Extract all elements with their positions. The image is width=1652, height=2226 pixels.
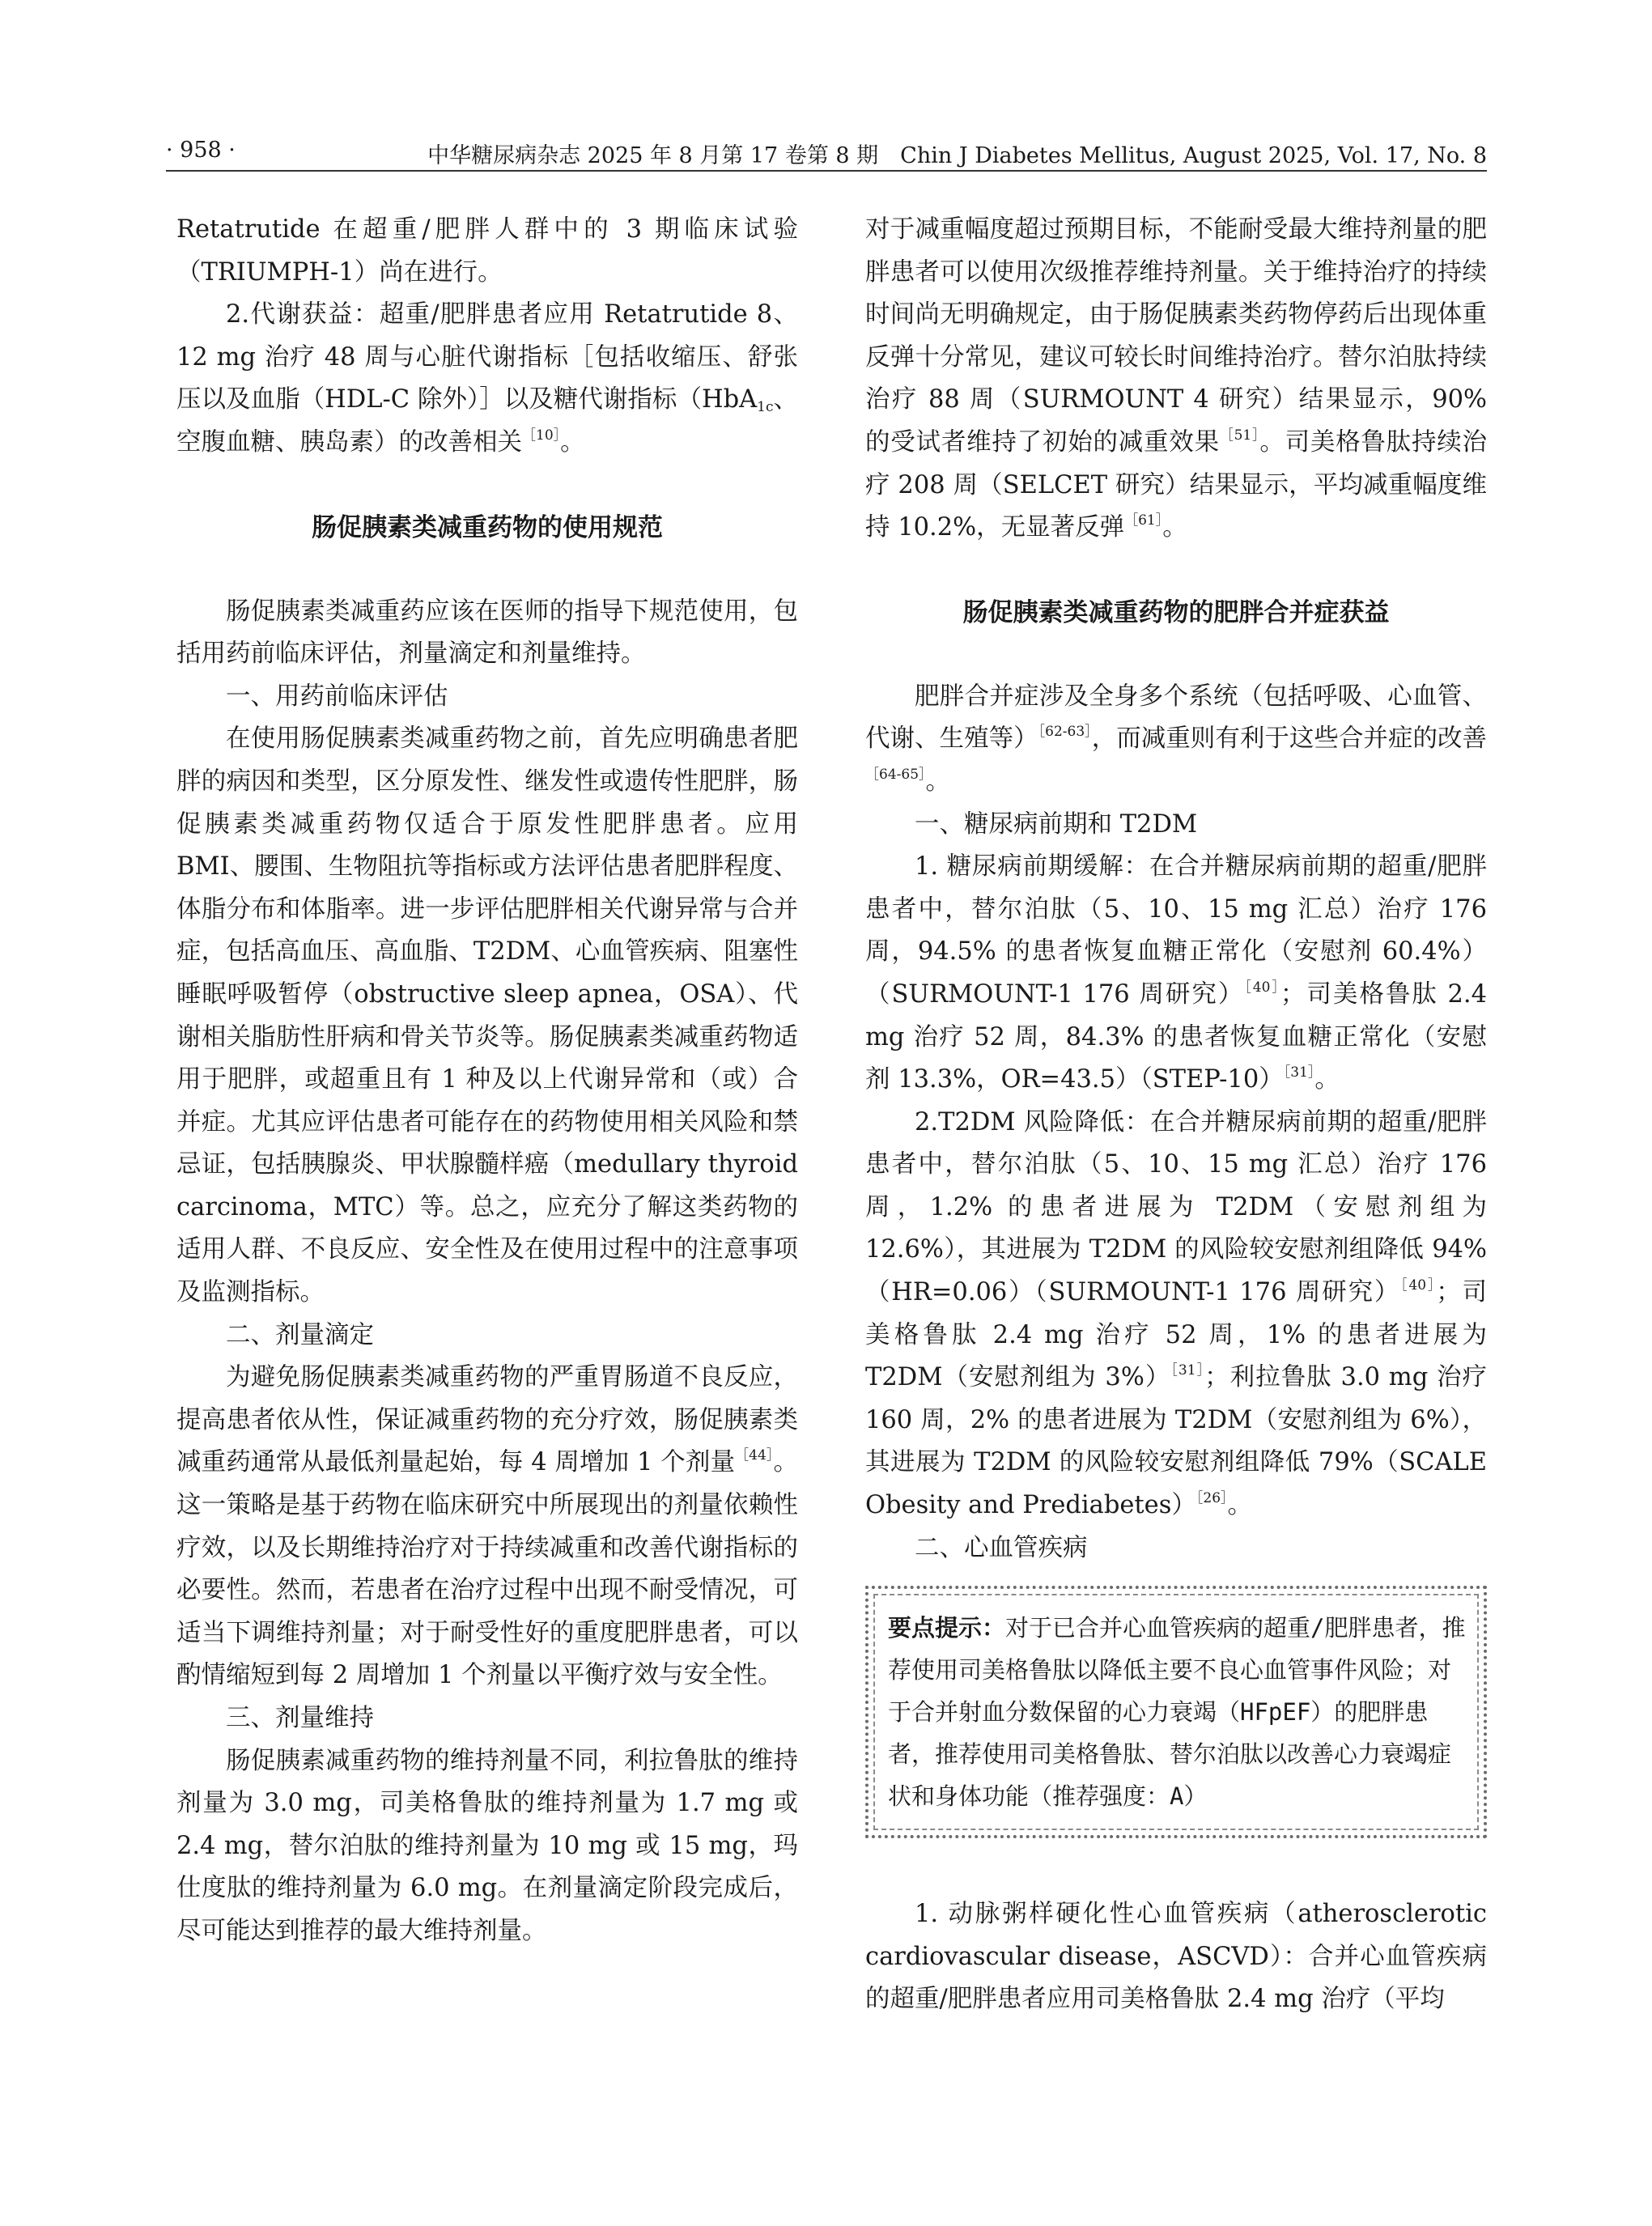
right-column — [865, 209, 1487, 2021]
subsection-heading: 三、剂量维持 — [226, 1704, 374, 1732]
subsection-heading: 一、糖尿病前期和 T2DM — [915, 809, 1198, 839]
citation[interactable]: ［26］ — [1195, 1490, 1228, 1507]
paragraph: Retatrutide 在超重/肥胖人群中的 3 期临床试验（TRIUMPH-1）尚在进行。 — [176, 215, 798, 287]
paragraph: 肥胖合并症涉及全身多个系统（包括呼吸、心血管、代谢、生殖等）$^{[62-63]}$，而减重则有利于这些合并症的改善$^{[64-65]}$。 — [865, 682, 1488, 796]
citation[interactable]: ［61］ — [1124, 512, 1163, 529]
paragraph: 对于减重幅度超过预期目标，不能耐受最大维持剂量的肥胖患者可以使用次级推荐维持剂量。关于维持治疗的持续时间尚无明确规定，由于肠促胰素类药物停药后出现体重反弹十分常见，建议可较长时间维持治疗。替尔泊肽持续治疗 88 周（SURMOUNT 4 研究）结果显示，90% 的受试者维持了初始的减重效果$^{[51]}$。司美格鲁肽持续治疗 208 周（SELCET 研究）结果显示，平均减重幅度维持 10.2%，无显著反弹$^{[61]}$。 — [865, 215, 1488, 542]
citation[interactable]: ［51］ — [1219, 427, 1260, 444]
paragraph: 1. 糖尿病前期缓解：在合并糖尿病前期的超重/肥胖患者中，替尔泊肽（5、10、15 mg 汇总）治疗 176 周，94.5% 的患者恢复血糖正常化（安慰剂 60.4%）（SURMOUNT-1 176 周研究）$^{[40]}$；司美格鲁肽 2.4 mg 治疗 52 周，84.3% 的患者恢复血糖正常化（安慰剂 13.3%，OR=43.5）（STEP-10）$^{[31]}$。 — [865, 852, 1487, 1094]
subsection-heading: 二、心血管疾病 — [915, 1533, 1088, 1562]
subsection-heading: 二、剂量滴定 — [226, 1320, 374, 1349]
journal-title: 中华糖尿病杂志 2025 年 8 月第 17 卷第 8 期 Chin J Diabetes Mellitus, August 2025, Vol. 17, No. 8 — [427, 143, 1487, 168]
citation[interactable]: ［40］ — [1400, 1277, 1437, 1294]
citation[interactable]: ［64-65］ — [865, 766, 926, 783]
key-points-box — [865, 1586, 1487, 1838]
citation[interactable]: ［44］ — [735, 1447, 774, 1464]
citation[interactable]: ［10］ — [522, 427, 561, 444]
paragraph: 为避免肠促胰素类减重药物的严重胃肠道不良反应，提高患者依从性，保证减重药物的充分疗效，肠促胰素类减重药通常从最低剂量起始，每 4 周增加 1 个剂量$^{[44]}$。这一策略是基于药物在临床研究中所展现出的剂量依赖性疗效，以及长期维持治疗对于持续减重和改善代谢指标的必要性。然而，若患者在治疗过程中出现不耐受情况，可适当下调维持剂量；对于耐受性好的重度肥胖患者，可以酌情缩短到每 2 周增加 1 个剂量以平衡疗效与安全性。 — [176, 1363, 799, 1690]
key-points-text: 要点提示：对于已合并心血管疾病的超重/肥胖患者，推荐使用司美格鲁肽以降低主要不良心血管事件风险；对于合并射血分数保留的心力衰竭（HFpEF）的肥胖患者，推荐使用司美格鲁肽、替尔泊肽以改善心力衰竭症状和身体功能（推荐强度：A） — [888, 1614, 1466, 1811]
left-column — [176, 209, 798, 1953]
page-number: · 958 · — [166, 138, 236, 163]
section-heading: 肠促胰素类减重药物的肥胖合并症获益 — [962, 597, 1390, 627]
citation[interactable]: ［62-63］ — [1038, 724, 1092, 741]
section-heading: 肠促胰素类减重药物的使用规范 — [312, 512, 663, 542]
subsection-heading: 一、用药前临床评估 — [226, 682, 448, 711]
running-header — [166, 138, 1487, 170]
paragraph: 在使用肠促胰素类减重药物之前，首先应明确患者肥胖的病因和类型，区分原发性、继发性或遗传性肥胖，肠促胰素类减重药物仅适合于原发性肥胖患者。应用 BMI、腰围、生物阻抗等指标或方法评估患者肥胖程度、体脂分布和体脂率。进一步评估肥胖相关代谢异常与合并症，包括高血压、高血脂、T2DM、心血管疾病、阻塞性睡眠呼吸暂停（obstructive sleep apnea，OSA）、代谢相关脂肪性肝病和骨关节炎等。肠促胰素类减重药物适用于肥胖，或超重且有 1 种及以上代谢异常和（或）合并症。尤其应评估患者可能存在的药物使用相关风险和禁忌证，包括胰腺炎、甲状腺髓样癌（medullary thyroid carcinoma，MTC）等。总之，应充分了解这类药物的适用人群、不良反应、安全性及在使用过程中的注意事项及监测指标。 — [176, 724, 798, 1307]
citation[interactable]: ［31］ — [1283, 1064, 1315, 1081]
key-points-label: 要点提示： — [888, 1614, 1006, 1642]
header-rule — [166, 170, 1487, 172]
paragraph: 1. 动脉粥样硬化性心血管疾病（atherosclerotic cardiovascular disease，ASCVD）：合并心血管疾病的超重/肥胖患者应用司美格鲁肽 2.4 mg 治疗（平均 — [865, 1900, 1487, 2014]
paragraph: 肠促胰素减重药物的维持剂量不同，利拉鲁肽的维持剂量为 3.0 mg，司美格鲁肽的维持剂量为 1.7 mg 或 2.4 mg，替尔泊肽的维持剂量为 10 mg 或 15 mg，玛仕度肽的维持剂量为 6.0 mg。在剂量滴定阶段完成后，尽可能达到推荐的最大维持剂量。 — [176, 1746, 798, 1945]
paragraph: 2.代谢获益：超重/肥胖患者应用 Retatrutide 8、12 mg 治疗 48 周与心脏代谢指标［包括收缩压、舒张压以及血脂（HDL-C 除外）］以及糖代谢指标（HbA$_{1c}$、空腹血糖、胰岛素）的改善相关$^{[10]}$。 — [176, 300, 798, 457]
paragraph: 2.T2DM 风险降低：在合并糖尿病前期的超重/肥胖患者中，替尔泊肽（5、10、15 mg 汇总）治疗 176 周，1.2% 的患者进展为 T2DM（安慰剂组为 12.6%），其进展为 T2DM 的风险较安慰剂组降低 94%（HR=0.06）（SURMOUNT-1 176 周研究）$^{[40]}$；司美格鲁肽 2.4 mg 治疗 52 周，1% 的患者进展为 T2DM（安慰剂组为 3%）$^{[31]}$；利拉鲁肽 3.0 mg 治疗 160 周，2% 的患者进展为 T2DM（安慰剂组为 6%），其进展为 T2DM 的风险较安慰剂组降低 79%（SCALE Obesity and Prediabetes）$^{[26]}$。 — [865, 1107, 1487, 1520]
paragraph: 肠促胰素类减重药应该在医师的指导下规范使用，包括用药前临床评估，剂量滴定和剂量维持。 — [176, 597, 798, 669]
citation[interactable]: ［31］ — [1170, 1362, 1205, 1379]
citation[interactable]: ［40］ — [1244, 979, 1280, 996]
